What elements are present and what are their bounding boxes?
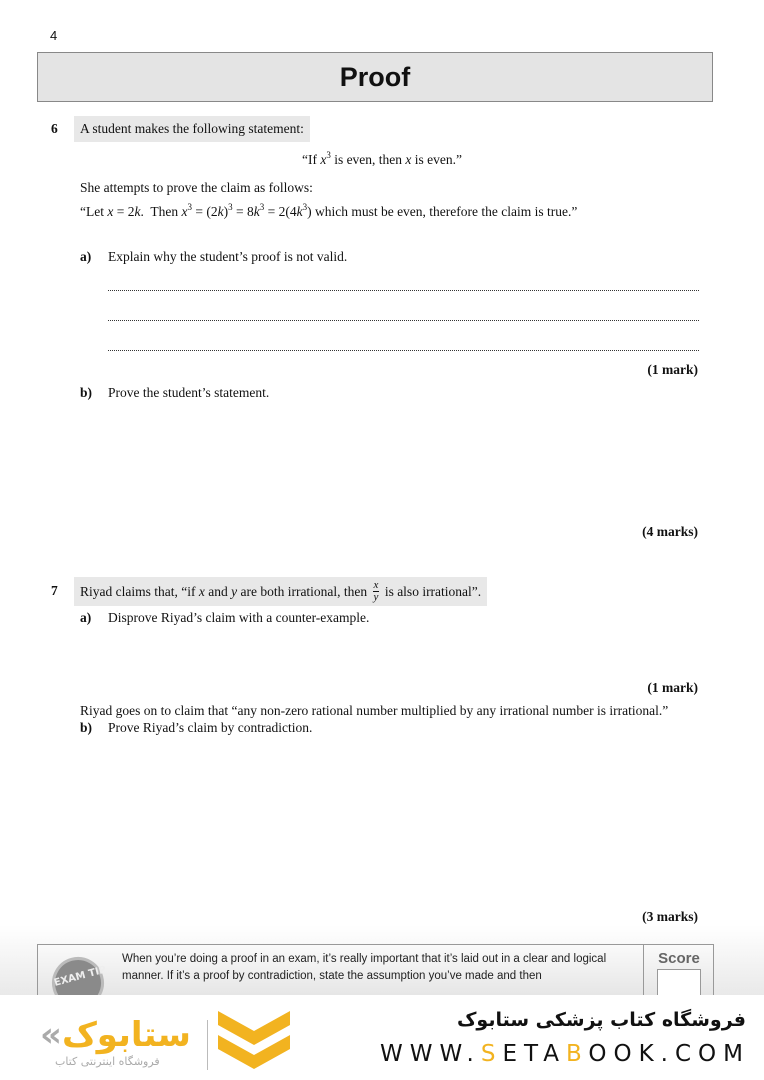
numerator: x: [373, 579, 379, 591]
math-variable: k: [217, 204, 224, 219]
score-label: Score: [658, 950, 700, 967]
score-panel: [643, 945, 714, 995]
divider: [207, 1020, 208, 1070]
question-number: 7: [51, 583, 58, 598]
chevron-logo-icon: [218, 1011, 290, 1077]
student-statement: [0, 152, 764, 168]
exponent: 3: [302, 202, 308, 212]
text-segment: ): [223, 204, 229, 219]
answer-line[interactable]: [108, 320, 699, 321]
stem-text: Riyad claims that, “if: [80, 583, 199, 599]
text-segment: is even, then: [330, 152, 406, 167]
math-variable: x: [320, 152, 327, 167]
marks: (1 mark): [647, 362, 698, 377]
part-label: b): [80, 385, 93, 400]
text-segment: = 2(4: [264, 204, 297, 219]
url-part: ETA: [502, 1041, 567, 1067]
answer-line[interactable]: [108, 290, 699, 291]
denominator: y: [373, 591, 379, 603]
proof-intro: She attempts to prove the claim as follows:: [80, 180, 313, 195]
part-text: Prove the student’s statement.: [108, 385, 270, 400]
part-label: a): [80, 249, 92, 264]
score-box[interactable]: [657, 969, 701, 995]
exponent: 3: [187, 202, 192, 212]
text-segment: ) which must be even, therefore the claim is true.”: [307, 204, 578, 219]
math-variable: x: [181, 204, 188, 219]
url-part: S: [480, 1041, 503, 1067]
text-segment: = (2: [191, 204, 218, 219]
math-variable: k: [134, 204, 141, 219]
math-variable: k: [253, 204, 260, 219]
setabook-banner: [0, 995, 764, 1080]
text-segment: is even.”: [411, 152, 463, 167]
part-label: a): [80, 610, 92, 625]
store-title: فروشگاه کتاب پزشکی ستابوک: [456, 1009, 746, 1031]
text-segment: “Let: [80, 204, 108, 219]
store-url[interactable]: [380, 1041, 750, 1067]
url-part: OOK.COM: [588, 1041, 750, 1067]
part-text: Disprove Riyad’s claim with a counter-example.: [108, 610, 370, 625]
marks: (1 mark): [647, 680, 698, 695]
answer-space[interactable]: [108, 410, 699, 520]
url-part: WWW.: [379, 1041, 481, 1067]
var-x: x: [198, 583, 205, 599]
followup-claim: Riyad goes on to claim that “any non-zero rational number multiplied by any irrational number is irrational.”: [80, 703, 669, 718]
exam-tip-text: When you’re doing a proof in an exam, it’s really important that it’s laid out in a clear and logical manner. If it’s a proof by contradiction, state the assumption you’ve made and then: [122, 953, 607, 982]
setabook-logo: «ستابوک: [40, 1015, 191, 1055]
student-attempt: [80, 204, 577, 220]
marks: (3 marks): [642, 909, 698, 924]
marks: (4 marks): [642, 524, 698, 539]
page-title: Proof: [37, 52, 713, 102]
exponent: 3: [326, 150, 331, 160]
math-variable: x: [405, 152, 412, 167]
exam-tip-badge-icon: EXAM TIP: [46, 951, 110, 995]
exam-tip-box: [37, 944, 714, 995]
text-segment: . Then: [140, 204, 182, 219]
page-number: 4: [50, 28, 58, 43]
question-stem: [74, 577, 487, 606]
exponent: 3: [259, 202, 265, 212]
part-text: Explain why the student’s proof is not valid.: [108, 249, 348, 264]
stem-text: and: [204, 583, 232, 599]
exponent: 3: [228, 202, 233, 212]
url-part: B: [566, 1041, 589, 1067]
stem-text: is also irrational”.: [381, 583, 482, 599]
logo-subtitle: فروشگاه اینترنتی کتاب: [55, 1055, 160, 1068]
part-text: Prove Riyad’s claim by contradiction.: [108, 720, 313, 735]
logo-text: ستابوک: [61, 1015, 191, 1055]
answer-space[interactable]: [108, 742, 699, 902]
var-y: y: [231, 583, 238, 599]
answer-line[interactable]: [108, 350, 699, 351]
stem-text: are both irrational, then: [237, 583, 371, 599]
text-segment: = 2: [113, 204, 135, 219]
math-variable: x: [107, 204, 114, 219]
question-number: 6: [51, 121, 58, 136]
text-segment: = 8: [232, 204, 254, 219]
part-label: b): [80, 720, 93, 735]
question-stem: A student makes the following statement:: [74, 116, 310, 142]
text-segment: “If: [301, 152, 321, 167]
answer-space[interactable]: [108, 632, 699, 677]
fraction: [373, 580, 380, 603]
math-variable: k: [296, 204, 303, 219]
